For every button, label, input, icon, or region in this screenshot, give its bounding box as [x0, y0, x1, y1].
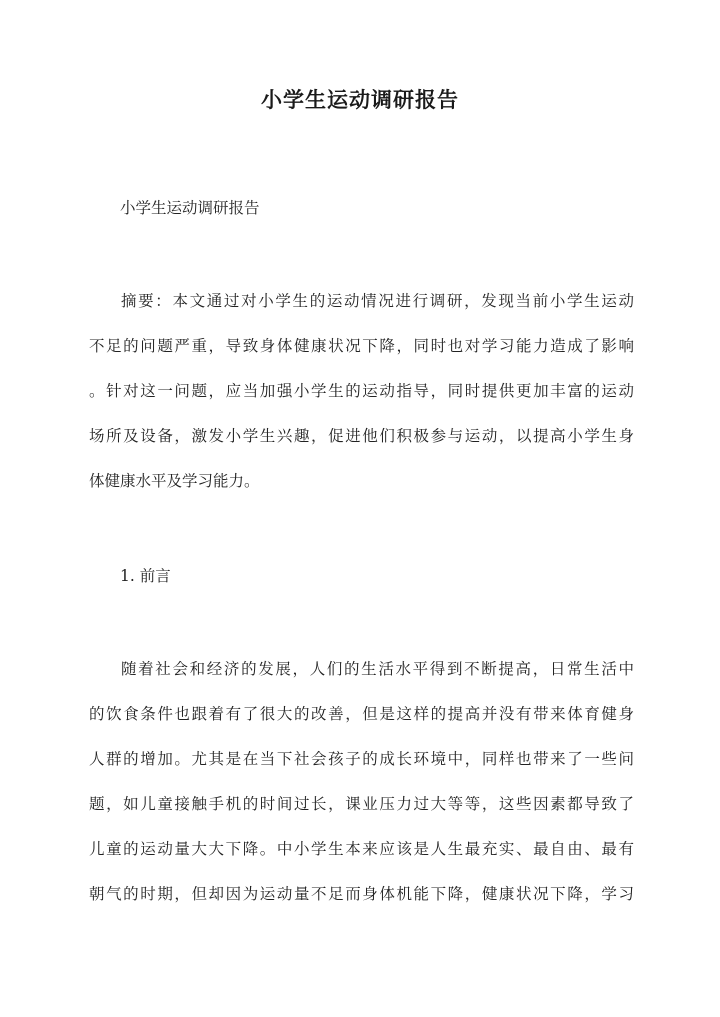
abstract-line: 摘要：本文通过对小学生的运动情况进行调研，发现当前小学生运动: [121, 292, 634, 310]
body-line: 题，如儿童接触手机的时间过长，课业压力过大等等，这些因素都导致了: [89, 795, 634, 813]
document-title: 小学生运动调研报告: [261, 87, 459, 112]
document-subtitle: 小学生运动调研报告: [120, 199, 260, 217]
abstract-paragraph: [89, 289, 634, 514]
abstract-line: 体健康水平及学习能力。: [89, 472, 260, 490]
abstract-line: 。针对这一问题，应当加强小学生的运动指导，同时提供更加丰富的运动: [89, 382, 634, 400]
body-line: 人群的增加。尤其是在当下社会孩子的成长环境中，同样也带来了一些问: [89, 750, 634, 768]
body-line: 的饮食条件也跟着有了很大的改善，但是这样的提高并没有带来体育健身: [89, 705, 634, 723]
section-heading: 1. 前言: [120, 567, 171, 585]
abstract-line: 不足的问题严重，导致身体健康状况下降，同时也对学习能力造成了影响: [89, 337, 634, 355]
body-line: 儿童的运动量大大下降。中小学生本来应该是人生最充实、最自由、最有: [89, 840, 634, 858]
body-line: 随着社会和经济的发展，人们的生活水平得到不断提高，日常生活中: [121, 660, 634, 678]
body-line: 朝气的时期，但却因为运动量不足而身体机能下降，健康状况下降，学习: [89, 885, 634, 903]
abstract-line: 场所及设备，激发小学生兴趣，促进他们积极参与运动，以提高小学生身: [89, 427, 634, 445]
body-paragraph: [89, 657, 634, 927]
